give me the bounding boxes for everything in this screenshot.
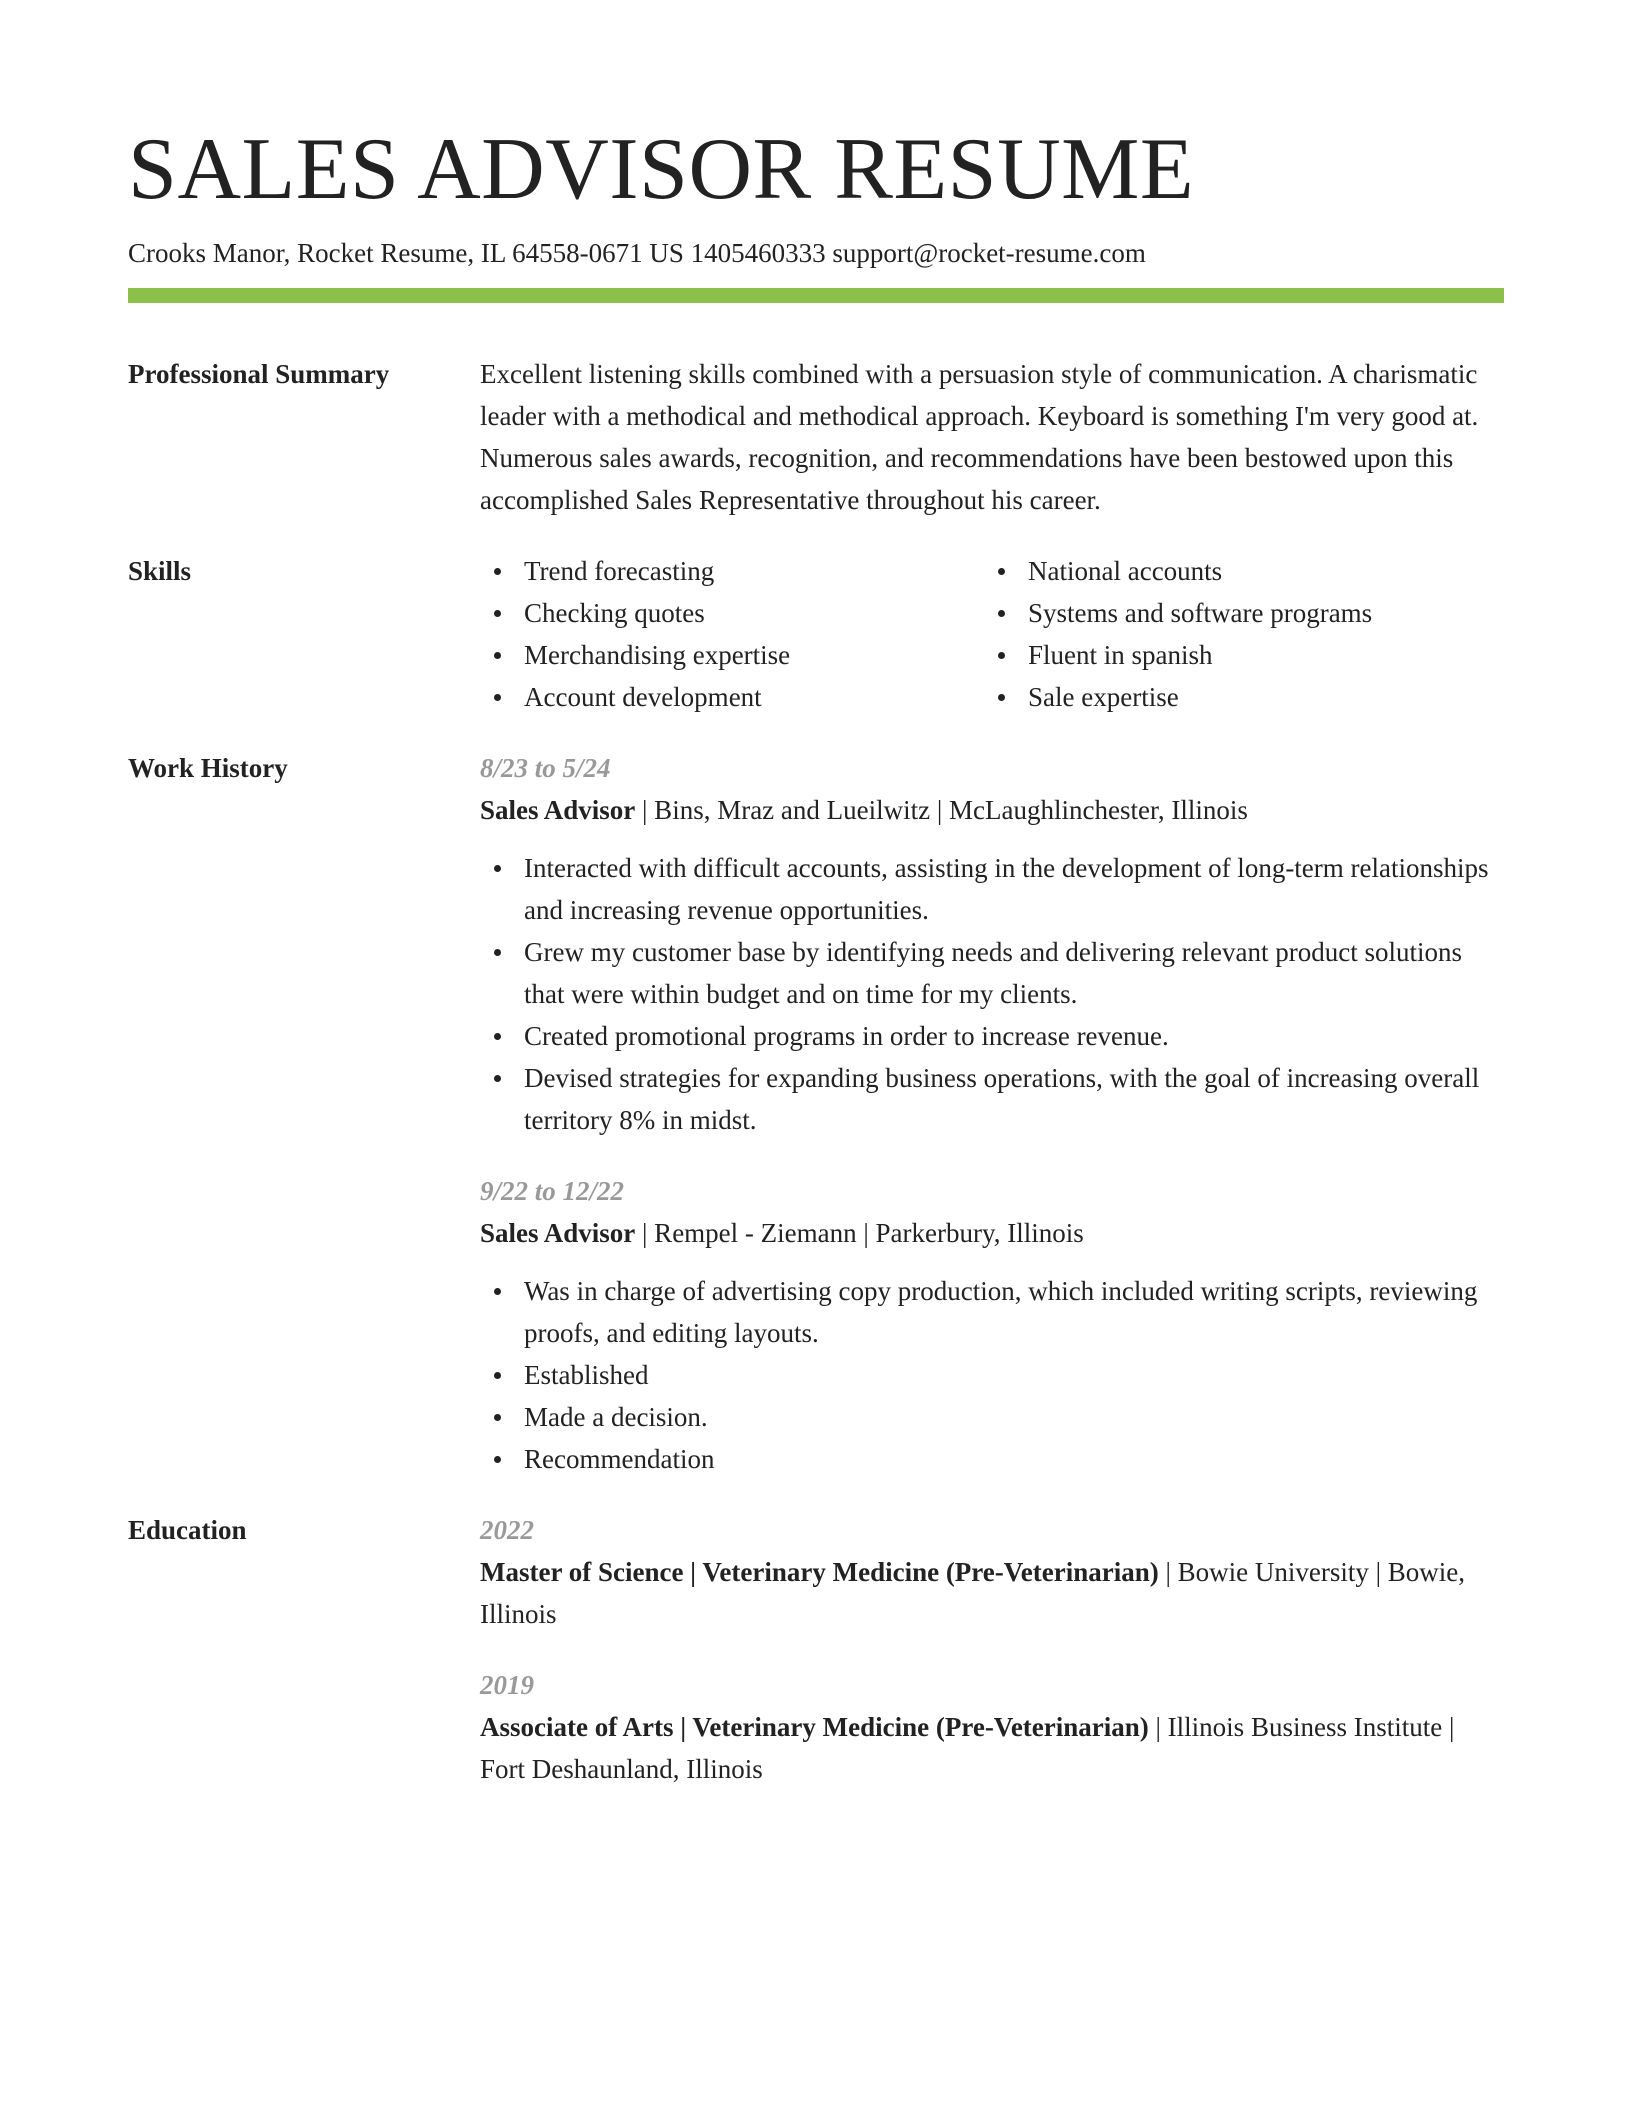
job-bullets (480, 847, 1504, 1141)
summary-text: Excellent listening skills combined with a persuasion style of communication. A charismatic leader with a methodical and methodical approach. Keyboard is something I'm very good at. Numerous sales awards, recognition, and recommendations have been bestowed upon this accomplished Sales Representative throughout his career. (480, 359, 1479, 515)
job-entry (480, 747, 1504, 1141)
job-bullet: Made a decision. (480, 1396, 1504, 1438)
degree-year: 2019 (480, 1670, 534, 1700)
job-bullet: Interacted with difficult accounts, assisting in the development of long-term relationships and increasing revenue opportunities. (480, 847, 1504, 931)
section-label: Skills (128, 556, 192, 586)
job-bullets (480, 1270, 1504, 1480)
degree-school: | Illinois Business Institute | Fort Deshaunland, Illinois (480, 1712, 1455, 1784)
accent-divider (128, 288, 1504, 303)
skill-item: Checking quotes (480, 592, 984, 634)
degree-name: Associate of Arts | Veterinary Medicine (Pre-Veterinarian) (480, 1712, 1149, 1742)
skills-list-left (480, 550, 984, 718)
job-bullet: Was in charge of advertising copy production, which included writing scripts, reviewing proofs, and editing layouts. (480, 1270, 1504, 1354)
resume-title: SALES ADVISOR RESUME (128, 121, 1195, 218)
degree-entry (480, 1509, 1504, 1635)
education-section (128, 1509, 1504, 1790)
skill-item: National accounts (984, 550, 1488, 592)
section-label: Work History (128, 753, 288, 783)
degree-name: Master of Science | Veterinary Medicine (Pre-Veterinarian) (480, 1557, 1159, 1587)
job-dates: 8/23 to 5/24 (480, 753, 611, 783)
skills-section (128, 550, 1504, 718)
degree-year: 2022 (480, 1515, 534, 1545)
skills-grid (480, 550, 1504, 718)
job-title: Sales Advisor (480, 1218, 636, 1248)
job-role-line (480, 1212, 1504, 1254)
resume-page (128, 118, 1504, 1790)
job-employer: | Rempel - Ziemann | Parkerbury, Illinois (635, 1218, 1084, 1248)
job-bullet: Grew my customer base by identifying needs and delivering relevant product solutions that were within budget and on time for my clients. (480, 931, 1504, 1015)
skill-item: Trend forecasting (480, 550, 984, 592)
section-label: Education (128, 1515, 247, 1545)
job-employer: | Bins, Mraz and Lueilwitz | McLaughlinchester, Illinois (635, 795, 1248, 825)
job-entry (480, 1170, 1504, 1480)
degree-line (480, 1551, 1504, 1635)
contact-line: Crooks Manor, Rocket Resume, IL 64558-0671 US 1405460333 support@rocket-resume.com (128, 238, 1146, 268)
education-body (480, 1509, 1504, 1790)
job-bullet: Created promotional programs in order to increase revenue. (480, 1015, 1504, 1057)
job-bullet: Devised strategies for expanding business operations, with the goal of increasing overall territory 8% in midst. (480, 1057, 1504, 1141)
skill-item: Merchandising expertise (480, 634, 984, 676)
skill-item: Sale expertise (984, 676, 1488, 718)
job-title: Sales Advisor (480, 795, 636, 825)
degree-line (480, 1706, 1504, 1790)
work-history-body (480, 747, 1504, 1480)
skill-item: Systems and software programs (984, 592, 1488, 634)
degree-entry (480, 1664, 1504, 1790)
job-dates: 9/22 to 12/22 (480, 1176, 625, 1206)
job-bullet: Recommendation (480, 1438, 1504, 1480)
summary-section (128, 353, 1504, 521)
degree-school: | Bowie University | Bowie, Illinois (480, 1557, 1466, 1629)
skills-list-right (984, 550, 1488, 718)
work-history-section (128, 747, 1504, 1480)
section-label: Professional Summary (128, 359, 390, 389)
job-role-line (480, 789, 1504, 831)
skill-item: Account development (480, 676, 984, 718)
job-bullet: Established (480, 1354, 1504, 1396)
skill-item: Fluent in spanish (984, 634, 1488, 676)
